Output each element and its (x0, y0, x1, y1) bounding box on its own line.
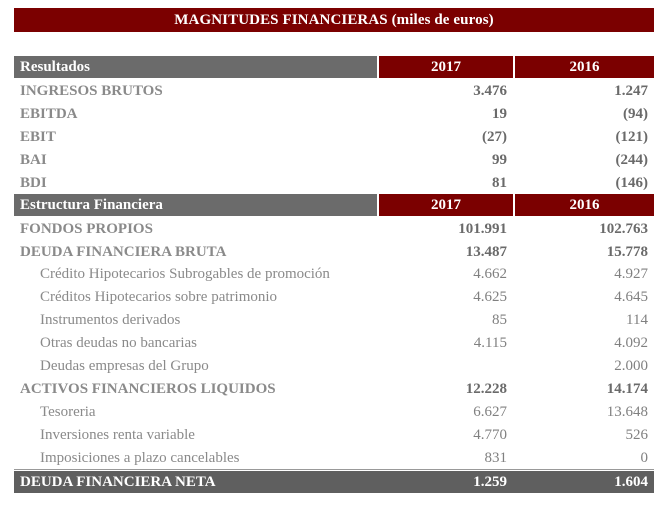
value-2016: 2.000 (614, 358, 648, 374)
value-2017: 85 (492, 312, 507, 328)
estructura-header-label: Estructura Financiera (14, 194, 377, 216)
table-row (14, 103, 654, 125)
row-label: Instrumentos derivados (40, 312, 181, 328)
row-label: Imposiciones a plazo cancelables (40, 450, 240, 466)
value-2016: 526 (625, 427, 648, 443)
row-label: Créditos Hipotecarios sobre patrimonio (40, 289, 278, 305)
row-label: FONDOS PROPIOS (20, 220, 153, 237)
value-2017: 81 (492, 174, 507, 191)
value-2017: 3.476 (473, 82, 507, 99)
value-2016: 15.778 (606, 243, 648, 260)
row-label: Crédito Hipotecarios Subrogables de promoción (40, 266, 330, 282)
value-2016: 4.645 (614, 289, 648, 305)
table-row (14, 218, 654, 240)
table-row (14, 172, 654, 194)
table-row (14, 149, 654, 171)
resultados-header (14, 56, 654, 78)
row-label: BAI (20, 151, 47, 168)
row-label: Inversiones renta variable (40, 427, 195, 443)
row-label: Otras deudas no bancarias (40, 335, 198, 351)
total-2016: 1.604 (614, 473, 648, 490)
row-label: INGRESOS BRUTOS (20, 82, 163, 99)
total-label: DEUDA FINANCIERA NETA (20, 473, 216, 490)
value-2017: 19 (492, 105, 507, 122)
table-row (14, 309, 654, 332)
table-title: MAGNITUDES FINANCIERAS (miles de euros) (14, 8, 654, 32)
value-2017: 101.991 (458, 220, 507, 237)
value-2016: 0 (640, 450, 648, 466)
value-2017: 99 (492, 151, 507, 168)
total-row (14, 471, 654, 493)
row-label: EBIT (20, 128, 56, 145)
value-2016: 4.092 (614, 335, 648, 351)
value-2016: 14.174 (606, 380, 648, 397)
table-row (14, 447, 654, 470)
row-label: ACTIVOS FINANCIEROS LIQUIDOS (20, 380, 276, 397)
row-label: DEUDA FINANCIERA BRUTA (20, 243, 227, 260)
value-2017: 4.625 (473, 289, 507, 305)
resultados-header-2016: 2016 (515, 56, 654, 78)
value-2016: 102.763 (599, 220, 648, 237)
value-2017: 6.627 (473, 404, 507, 420)
value-2016: 4.927 (614, 266, 648, 282)
table-row (14, 286, 654, 309)
value-2016: (146) (615, 174, 648, 191)
table-row (14, 378, 654, 400)
value-2016: 13.648 (606, 404, 648, 420)
table-row (14, 241, 654, 263)
table-row (14, 263, 654, 286)
estructura-header-2017: 2017 (379, 194, 513, 216)
value-2017: 12.228 (465, 380, 507, 397)
value-2017: 4.115 (473, 335, 507, 351)
value-2017: 4.662 (473, 266, 507, 282)
row-label: Deudas empresas del Grupo (40, 358, 209, 374)
resultados-header-label: Resultados (14, 56, 377, 78)
value-2016: (94) (623, 105, 648, 122)
table-row (14, 401, 654, 424)
table-row (14, 126, 654, 148)
divider (14, 469, 654, 470)
value-2017: 4.770 (473, 427, 507, 443)
value-2017: (27) (482, 128, 507, 145)
table-row (14, 424, 654, 447)
value-2016: 114 (626, 312, 648, 328)
row-label: Tesoreria (40, 404, 96, 420)
value-2016: 1.247 (614, 82, 648, 99)
table-row (14, 355, 654, 378)
value-2017: 831 (484, 450, 507, 466)
table-row (14, 332, 654, 355)
total-2017: 1.259 (473, 473, 507, 490)
estructura-header-2016: 2016 (515, 194, 654, 216)
table-row (14, 80, 654, 102)
value-2016: (121) (615, 128, 648, 145)
resultados-header-2017: 2017 (379, 56, 513, 78)
row-label: BDI (20, 174, 47, 191)
value-2017: 13.487 (465, 243, 507, 260)
value-2016: (244) (615, 151, 648, 168)
estructura-header (14, 194, 654, 216)
row-label: EBITDA (20, 105, 78, 122)
